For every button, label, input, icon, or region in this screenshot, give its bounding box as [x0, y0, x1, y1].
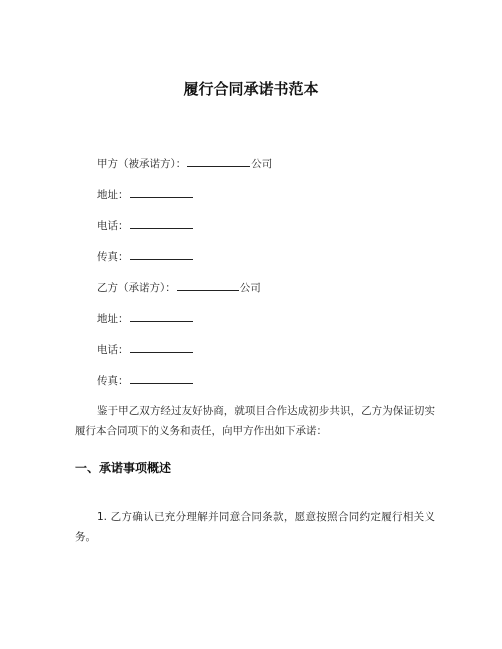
party-b-fax-label: 传真： — [97, 375, 129, 387]
party-a-name-blank[interactable] — [187, 156, 250, 167]
party-b-label: 乙方（承诺方）： — [97, 282, 176, 294]
party-b-name-blank[interactable] — [177, 280, 239, 291]
party-a-address-line — [97, 187, 194, 202]
party-b-phone-line — [97, 342, 194, 357]
party-a-fax-blank[interactable] — [130, 249, 193, 260]
section-1-item-1: 1. 乙方确认已充分理解并同意合同条款，愿意按照合同约定履行相关义务。 — [75, 511, 435, 543]
party-b-phone-label: 电话： — [97, 344, 129, 356]
party-b-address-blank[interactable] — [130, 311, 193, 322]
party-a-label: 甲方（被承诺方）： — [97, 158, 187, 170]
party-b-phone-blank[interactable] — [130, 342, 193, 353]
party-a-suffix: 公司 — [251, 158, 273, 170]
party-b-address-label: 地址： — [97, 313, 129, 325]
party-b-fax-blank[interactable] — [130, 373, 193, 384]
party-b-suffix: 公司 — [239, 282, 261, 294]
document-title: 履行合同承诺书范本 — [183, 80, 319, 98]
party-a-phone-blank[interactable] — [130, 218, 193, 229]
party-a-fax-line — [97, 249, 194, 264]
intro-paragraph: 鉴于甲乙双方经过友好协商，就项目合作达成初步共识，乙方为保证切实履行本合同项下的义务和责任，向甲方作出如下承诺： — [75, 405, 435, 437]
section-1-heading: 一、承诺事项概述 — [75, 461, 172, 475]
party-a-address-label: 地址： — [97, 189, 129, 201]
party-a-line — [97, 156, 272, 171]
party-a-address-blank[interactable] — [130, 187, 193, 198]
party-a-fax-label: 传真： — [97, 251, 129, 263]
party-b-address-line — [97, 311, 194, 326]
party-a-phone-label: 电话： — [97, 220, 129, 232]
party-b-line — [97, 280, 261, 295]
party-a-phone-line — [97, 218, 194, 233]
party-b-fax-line — [97, 373, 194, 388]
